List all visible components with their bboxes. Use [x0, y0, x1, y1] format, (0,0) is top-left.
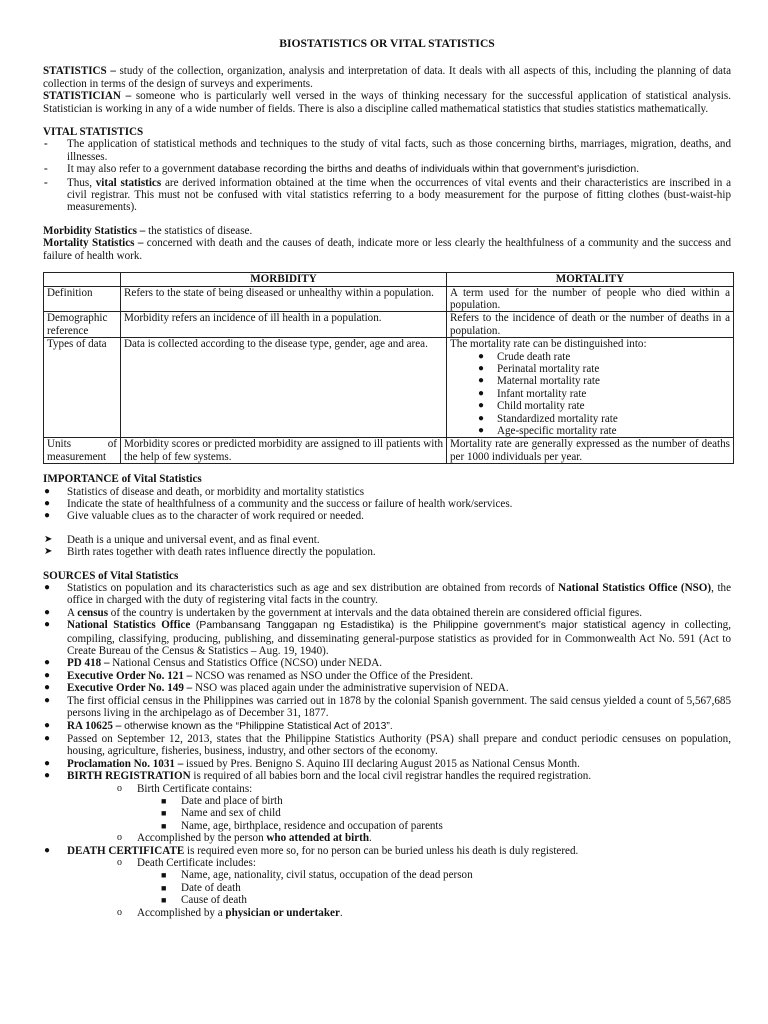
- vital-item-text: The application of statistical methods and techniques to the study of vital facts, such as those concerning births, marriages, migration, deaths, and illnesses.: [67, 138, 731, 163]
- square-bullet-icon: ■: [161, 820, 167, 831]
- morbidity-cell: Refers to the state of being diseased or unhealthy within a population.: [121, 286, 447, 312]
- mortality-cell: A term used for the number of people who died within a population.: [447, 286, 734, 312]
- morbidity-cell: Morbidity refers an incidence of ill health in a population.: [121, 312, 447, 338]
- table-row: [44, 286, 734, 312]
- source-text: National Census and Statistics Office (NCSO) under NEDA.: [109, 657, 383, 670]
- source-bold: National Statistics Office: [67, 619, 191, 632]
- table-header-row: [44, 273, 734, 286]
- mortality-type: Perinatal mortality rate: [497, 362, 600, 375]
- death-item: Name, age, nationality, civil status, occupation of the dead person: [181, 869, 473, 882]
- source-text: NCSO was renamed as NSO under the Office of the President.: [192, 669, 473, 682]
- list-item: [43, 619, 731, 657]
- list-item: ● Perinatal mortality rate: [478, 362, 600, 375]
- list-item: [67, 857, 731, 869]
- mortality-type: Crude death rate: [497, 350, 571, 363]
- list-item: [67, 832, 731, 844]
- importance-heading: [43, 473, 731, 485]
- source-bold: National Statistics Office (NSO): [558, 582, 712, 595]
- bullet-icon: ●: [44, 732, 51, 744]
- list-item: [43, 657, 731, 669]
- source-text: is required even more so, for no person can be buried unless his death is duly registered.: [184, 844, 579, 857]
- list-item: [43, 607, 731, 619]
- mortality-cell: [447, 338, 734, 438]
- list-item: [67, 783, 731, 795]
- statistics-text: study of the collection, organization, analysis and interpretation of data. It deals with all aspects of this, including the planning of data collection in terms of the design of surveys and experiments.: [43, 65, 731, 90]
- birth-by-text: .: [369, 832, 372, 845]
- table-row: [44, 438, 734, 464]
- document-page: [43, 38, 731, 919]
- page-title: BIOSTATISTICS OR VITAL STATISTICS: [279, 37, 495, 50]
- list-item: [43, 682, 731, 694]
- source-bold: BIRTH REGISTRATION: [67, 770, 191, 783]
- birth-by-bold: who attended at birth: [266, 832, 370, 845]
- mortality-type: Standardized mortality rate: [497, 412, 618, 425]
- row-label: Demographic reference: [44, 312, 121, 338]
- square-bullet-icon: ■: [161, 795, 167, 806]
- bullet-icon: ●: [44, 844, 51, 856]
- statistician-term: STATISTICIAN –: [43, 90, 132, 103]
- birth-item: Name, age, birthplace, residence and occupation of parents: [181, 819, 443, 832]
- source-bold: PD 418 –: [67, 657, 110, 670]
- vital-item-text: It may also refer to a government: [67, 163, 218, 176]
- mortality-text: concerned with death and the causes of death, indicate more or less clearly the healthfulness of a community and the success and failure of health work.: [43, 237, 731, 262]
- arrow-icon: ➤: [44, 533, 53, 545]
- morbidity-term: Morbidity Statistics –: [43, 224, 146, 237]
- circle-bullet-icon: o: [117, 832, 122, 844]
- square-bullet-icon: ■: [161, 882, 167, 893]
- bullet-icon: ●: [44, 657, 51, 669]
- sources-heading: [43, 570, 731, 582]
- source-bold: DEATH CERTIFICATE: [67, 844, 185, 857]
- arrow-icon: ➤: [44, 546, 53, 558]
- birth-by-list: [67, 832, 731, 844]
- list-item: [43, 510, 731, 522]
- mortality-cell: Refers to the incidence of death or the number of deaths in a population.: [447, 312, 734, 338]
- mortality-type: Child mortality rate: [497, 400, 585, 413]
- vital-statistics-list: [43, 138, 731, 213]
- birth-item: Name and sex of child: [181, 807, 281, 820]
- list-item: ● Infant mortality rate: [478, 387, 587, 400]
- arrow-text: Birth rates together with death rates influence directly the population.: [67, 546, 376, 559]
- row-label: Types of data: [44, 338, 121, 438]
- bullet-icon: ●: [44, 669, 51, 681]
- source-bold: Executive Order No. 149 –: [67, 682, 193, 695]
- list-item: - It may also refer to a government database recording the births and deaths of individuals within that government’s jurisdiction.: [44, 163, 639, 176]
- vital-item-bold: vital statistics: [95, 176, 162, 189]
- list-item: ● Crude death rate: [478, 350, 571, 363]
- statistics-term: STATISTICS –: [43, 65, 116, 78]
- bullet-icon: ●: [44, 719, 51, 731]
- vital-statistics-heading: VITAL STATISTICS: [43, 126, 144, 139]
- source-bold: census: [77, 606, 109, 619]
- sources-list: [43, 582, 731, 919]
- square-bullet-icon: ■: [161, 808, 167, 819]
- bullet-icon: ●: [44, 582, 51, 594]
- circle-bullet-icon: o: [117, 856, 122, 868]
- death-by-bold: physician or undertaker: [225, 906, 340, 919]
- mortality-types-list: [450, 351, 730, 438]
- birth-sublist: [67, 783, 731, 795]
- source-text: collecting, compiling, classifying, producing, publishing, and disseminating general-purpose statistics as provided for in Commonwealth Act No. 591 (Act to Create Bureau of the Census & Statistics – Aug. 19, 1940).: [67, 619, 731, 658]
- list-item: [43, 770, 731, 844]
- table-header-empty: [44, 273, 121, 286]
- arrow-text: Death is a unique and universal event, and as final event.: [67, 533, 320, 546]
- table-header-morbidity: MORBIDITY: [121, 273, 447, 286]
- bullet-icon: ●: [44, 485, 51, 497]
- mortality-term: Mortality Statistics –: [43, 237, 144, 250]
- sources-heading-rest: of Vital Statistics: [95, 569, 179, 582]
- source-bold: Proclamation No. 1031 –: [67, 757, 184, 770]
- death-items-list: [67, 869, 731, 906]
- source-text: A: [67, 606, 78, 619]
- death-by-list: [67, 907, 731, 919]
- statistician-definition: [43, 90, 731, 115]
- birth-sub-text: Birth Certificate contains:: [137, 782, 253, 795]
- list-item: [43, 758, 731, 770]
- importance-text: Statistics of disease and death, or morbidity and mortality statistics: [67, 485, 365, 498]
- bullet-icon: ●: [44, 510, 51, 522]
- importance-arrow-list: [43, 534, 731, 559]
- death-item: Date of death: [181, 881, 241, 894]
- mortality-type: Maternal mortality rate: [497, 375, 600, 388]
- bullet-icon: ●: [44, 770, 51, 782]
- vital-item-text: .: [636, 163, 639, 176]
- source-text: of the country is undertaken by the government at intervals and the data obtained therein are considered official figures.: [108, 606, 642, 619]
- list-item: [43, 546, 731, 558]
- row-label: Units of measurement: [44, 438, 121, 464]
- list-item: ● Maternal mortality rate: [478, 375, 600, 388]
- importance-text: Indicate the state of healthfulness of a community and the success or failure of health work/services.: [67, 498, 513, 510]
- death-sub-text: Death Certificate includes:: [137, 856, 256, 869]
- morbidity-cell: Data is collected according to the disease type, gender, age and area.: [121, 338, 447, 438]
- importance-heading-bold: IMPORTANCE: [43, 473, 119, 486]
- importance-heading-rest: of Vital Statistics: [118, 473, 202, 486]
- table-row: [44, 312, 734, 338]
- importance-list: [43, 486, 731, 523]
- vital-item-database-text: database recording the births and deaths of individuals within that government’s jurisdiction: [217, 164, 637, 176]
- source-text: otherwise known as the “Philippine Statistical Act of 2013”.: [121, 720, 393, 732]
- mortality-types-intro: The mortality rate can be distinguished into:: [450, 338, 647, 351]
- circle-bullet-icon: o: [117, 782, 122, 794]
- square-bullet-icon: ■: [161, 870, 167, 881]
- list-item: - The application of statistical methods and techniques to the study of vital facts, such as those concerning births, marriages, migration, deaths, and illnesses.: [44, 138, 731, 163]
- bullet-icon: ●: [44, 694, 51, 706]
- table-header-mortality: MORTALITY: [447, 273, 734, 286]
- bullet-icon: ●: [44, 682, 51, 694]
- list-item: [67, 907, 731, 919]
- birth-by-text: Accomplished by the person: [137, 832, 267, 845]
- list-item: ● Age-specific mortality rate: [478, 424, 617, 437]
- source-text: NSO was placed again under the administrative supervision of NEDA.: [192, 682, 509, 695]
- death-sublist: [67, 857, 731, 869]
- bullet-icon: ●: [44, 619, 51, 631]
- list-item: [67, 807, 731, 819]
- death-item: Cause of death: [181, 894, 247, 907]
- list-item: [43, 670, 731, 682]
- mortality-cell: Mortality rate are generally expressed as the number of deaths per 1000 individuals per year.: [447, 438, 734, 464]
- birth-item: Date and place of birth: [181, 794, 283, 807]
- bullet-icon: ●: [44, 498, 51, 509]
- source-text: (Pambansang Tanggapan ng Estadistika) is the Philippine government’s major statistical agency in: [190, 620, 679, 632]
- list-item: [67, 894, 731, 906]
- importance-text: Give valuable clues as to the character of work required or needed.: [67, 510, 364, 523]
- death-by-text: Accomplished by a: [137, 906, 226, 919]
- vital-item-text: Thus,: [67, 176, 96, 189]
- list-item: [43, 845, 731, 919]
- statistician-text: someone who is particularly well versed in the ways of thinking necessary for the successful application of statistical analysis. Statistician is working in any of a wide number of fields. There is also a discipline called mathematical statistics that studies statistics mathematically.: [43, 90, 731, 115]
- list-item: ● Standardized mortality rate: [478, 412, 618, 425]
- list-item: [43, 486, 731, 498]
- table-row: [44, 338, 734, 438]
- source-text: The first official census in the Philippines was carried out in 1878 by the colonial Spanish government. The said census yielded a count of 5,567,685 persons living in the archipelago as of December 31, 1877.: [67, 694, 731, 720]
- source-text: , the office in charged with the duty of registering vital facts in the country.: [67, 582, 732, 607]
- circle-bullet-icon: o: [117, 906, 122, 918]
- list-item: [67, 869, 731, 881]
- list-item: [43, 498, 731, 510]
- vital-item-text: are derived information obtained at the time when the occurrences of vital events and their characteristics are inscribed in a civil registrar. This must not be confused with vital statistics referring to a body measurement for the purpose of fitting clothes (bust-waist-hip measurements).: [67, 176, 731, 214]
- list-item: [43, 534, 731, 546]
- mortality-type: Infant mortality rate: [497, 387, 587, 400]
- source-bold: Executive Order No. 121 –: [67, 669, 193, 682]
- list-item: [43, 720, 731, 733]
- comparison-table: [43, 272, 734, 464]
- source-text: Passed on September 12, 2013, states that the Philippine Statistics Authority (PSA) shall prepare and conduct periodic censuses on population, housing, agriculture, fisheries, business, industry, and other sectors of the economy.: [67, 732, 731, 758]
- list-item: [67, 882, 731, 894]
- list-item: [67, 795, 731, 807]
- source-text: issued by Pres. Benigno S. Aquino III declaring August 2015 as National Census Month.: [183, 757, 580, 770]
- morbidity-cell: Morbidity scores or predicted morbidity are assigned to ill patients with the help of few systems.: [121, 438, 447, 464]
- morbidity-definition: [43, 225, 731, 237]
- list-item: [43, 582, 731, 607]
- list-item: - Thus, vital statistics are derived information obtained at the time when the occurrences of vital events and their characteristics are inscribed in a civil registrar. This must not be confused with vital statistics referring to a body measurement for the purpose of fitting clothes (bust-waist-hip measurements).: [44, 176, 731, 214]
- list-item: [43, 733, 731, 758]
- list-item: ● Child mortality rate: [478, 400, 585, 413]
- source-bold: RA 10625 –: [67, 719, 122, 732]
- list-item: [43, 695, 731, 720]
- row-label: Definition: [44, 286, 121, 312]
- source-text: Statistics on population and its characteristics such as age and sex distribution are obtained from records of: [67, 582, 559, 595]
- bullet-icon: ●: [44, 606, 51, 618]
- statistics-definition: [43, 65, 731, 90]
- mortality-type: Age-specific mortality rate: [497, 424, 617, 437]
- death-by-text: .: [339, 906, 343, 919]
- mortality-definition: [43, 237, 731, 262]
- square-bullet-icon: ■: [161, 895, 167, 906]
- sources-heading-bold: SOURCES: [43, 569, 96, 582]
- bullet-icon: ●: [44, 757, 51, 769]
- source-text: is required of all babies born and the local civil registrar handles the required registration.: [190, 770, 592, 783]
- birth-items-list: [67, 795, 731, 832]
- list-item: [67, 820, 731, 832]
- morbidity-text: the statistics of disease.: [145, 224, 253, 237]
